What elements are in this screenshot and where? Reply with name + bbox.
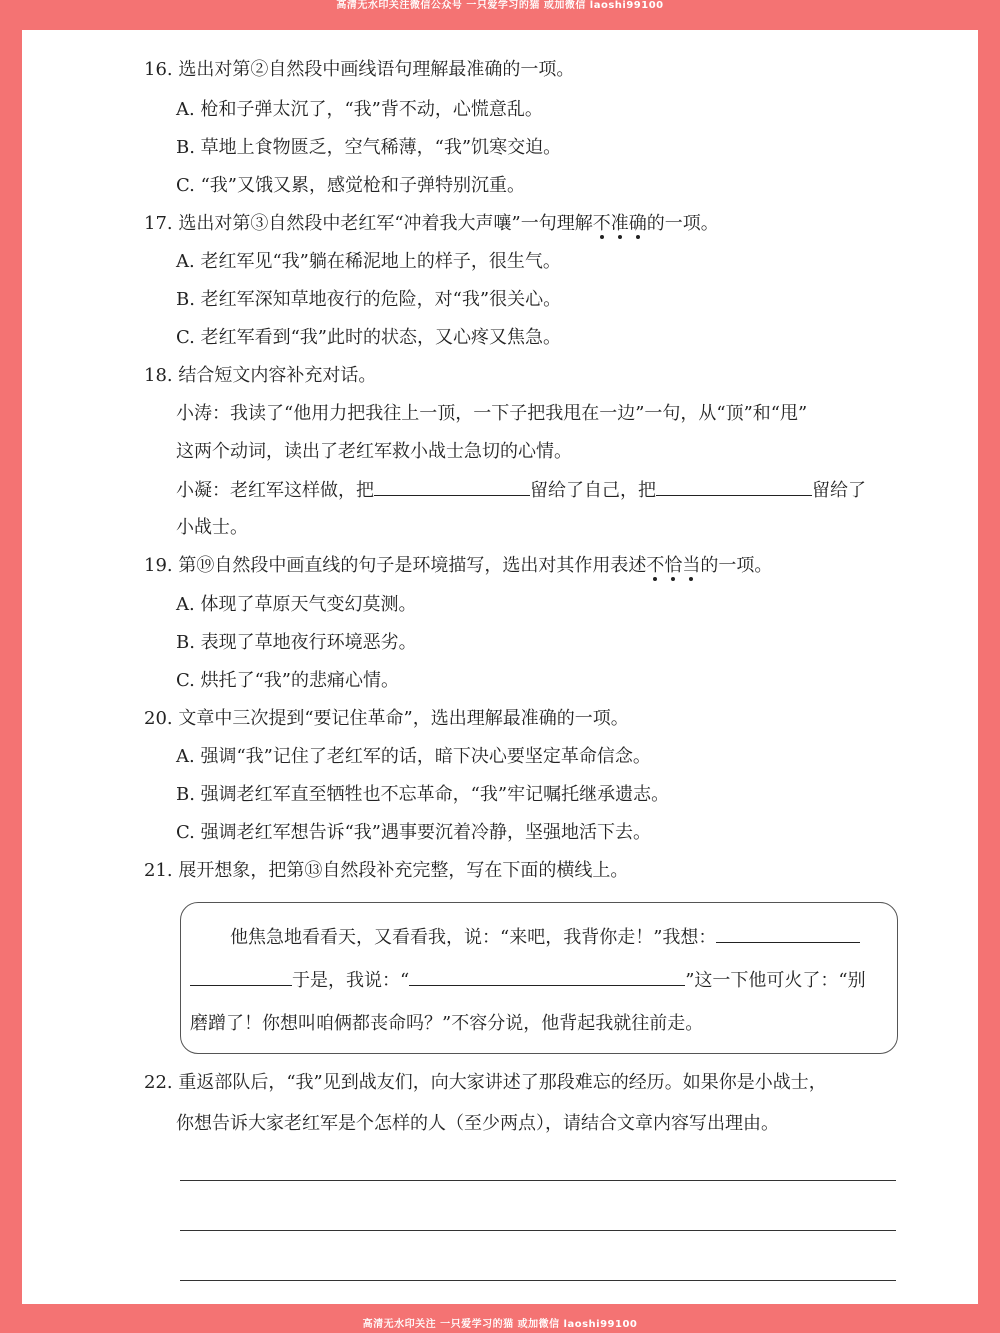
answer-line-2[interactable]	[180, 1230, 896, 1231]
xiaoning-text-a: 小凝：老红军这样做，把	[176, 480, 374, 501]
blank-box-1[interactable]	[716, 924, 860, 943]
question-19-option-a[interactable]: A. 体现了草原天气变幻莫测。	[176, 594, 417, 615]
question-20-option-b[interactable]: B. 强调老红军直至牺牲也不忘革命，“我”牢记嘱托继承遗志。	[176, 784, 670, 805]
answer-line-1[interactable]	[180, 1180, 896, 1181]
box-line-3: 磨蹭了！你想叫咱俩都丧命吗？”不容分说，他背起我就往前走。	[190, 1013, 704, 1034]
question-20-option-a[interactable]: A. 强调“我”记住了老红军的话，暗下决心要坚定革命信念。	[176, 746, 651, 767]
emphasis-dots	[593, 235, 647, 241]
blank-1[interactable]	[374, 477, 530, 496]
question-17-option-b[interactable]: B. 老红军深知草地夜行的危险，对“我”很关心。	[176, 289, 562, 310]
watermark-logo	[936, 1276, 976, 1298]
question-16-option-b[interactable]: B. 草地上食物匮乏，空气稀薄，“我”饥寒交迫。	[176, 137, 562, 158]
box-line-1: 他焦急地看看天，又看看我，说：“来吧，我背你走！”我想：	[230, 924, 860, 951]
question-16-stem: 16. 选出对第②自然段中画线语句理解最准确的一项。	[144, 59, 575, 80]
question-19-stem	[144, 553, 772, 579]
question-18-xiaotao-line1: 小涛：我读了“他用力把我往上一顶，一下子把我甩在一边”一句，从“顶”和“甩”	[176, 403, 808, 424]
emphasis-inappropriate: 不恰当	[646, 553, 700, 579]
question-17-stem-text: 17. 选出对第③自然段中老红军“冲着我大声嚷”一句理解	[144, 213, 593, 234]
question-22-line-1: 22. 重返部队后，“我”见到战友们，向大家讲述了那段难忘的经历。如果你是小战士，	[144, 1072, 827, 1093]
question-20-option-c[interactable]: C. 强调老红军想告诉“我”遇事要沉着冷静，坚强地活下去。	[176, 822, 651, 843]
question-21-stem: 21. 展开想象，把第⑬自然段补充完整，写在下面的横线上。	[144, 860, 629, 881]
watermark-top: 高清无水印关注微信公众号 一只爱学习的猫 或加微信 laoshi99100	[336, 0, 664, 11]
question-16-option-a[interactable]: A. 枪和子弹太沉了，“我”背不动，心慌意乱。	[176, 99, 543, 120]
blank-2[interactable]	[656, 477, 812, 496]
xiaoning-text-b: 留给了自己，把	[530, 480, 656, 501]
question-19-stem-end: 的一项。	[700, 555, 773, 576]
xiaoning-text-c: 留给了	[812, 480, 866, 501]
question-20-stem: 20. 文章中三次提到“要记住革命”，选出理解最准确的一项。	[144, 708, 629, 729]
question-22-line-2: 你想告诉大家老红军是个怎样的人（至少两点），请结合文章内容写出理由。	[176, 1113, 779, 1134]
question-18-stem: 18. 结合短文内容补充对话。	[144, 365, 377, 386]
emphasis-not-accurate: 不准确	[593, 211, 647, 237]
question-17-option-c[interactable]: C. 老红军看到“我”此时的状态，又心疼又焦急。	[176, 327, 561, 348]
question-19-option-c[interactable]: C. 烘托了“我”的悲痛心情。	[176, 670, 399, 691]
question-18-xiaoning-line	[176, 477, 866, 504]
question-19-stem-text: 19. 第⑲自然段中画直线的句子是环境描写，选出对其作用表述	[144, 555, 647, 576]
box-line-2: 于是，我说：“ ”这一下他可火了：“别	[190, 967, 866, 994]
question-17-stem	[144, 211, 719, 237]
question-18-xiaoning-line2: 小战士。	[176, 517, 248, 538]
emphasis-dots	[646, 577, 700, 583]
question-17-option-a[interactable]: A. 老红军见“我”躺在稀泥地上的样子，很生气。	[176, 251, 561, 272]
question-18-xiaotao-line2: 这两个动词，读出了老红军救小战士急切的心情。	[176, 441, 572, 462]
worksheet-page	[22, 30, 978, 1304]
watermark-bottom: 高清无水印关注 一只爱学习的猫 或加微信 laoshi99100	[362, 1319, 638, 1330]
question-17-stem-end: 的一项。	[646, 213, 719, 234]
blank-box-3[interactable]	[409, 967, 685, 986]
blank-box-2[interactable]	[190, 967, 292, 986]
answer-line-3[interactable]	[180, 1280, 896, 1281]
question-19-option-b[interactable]: B. 表现了草地夜行环境恶劣。	[176, 632, 417, 653]
question-16-option-c[interactable]: C. “我”又饿又累，感觉枪和子弹特别沉重。	[176, 175, 525, 196]
